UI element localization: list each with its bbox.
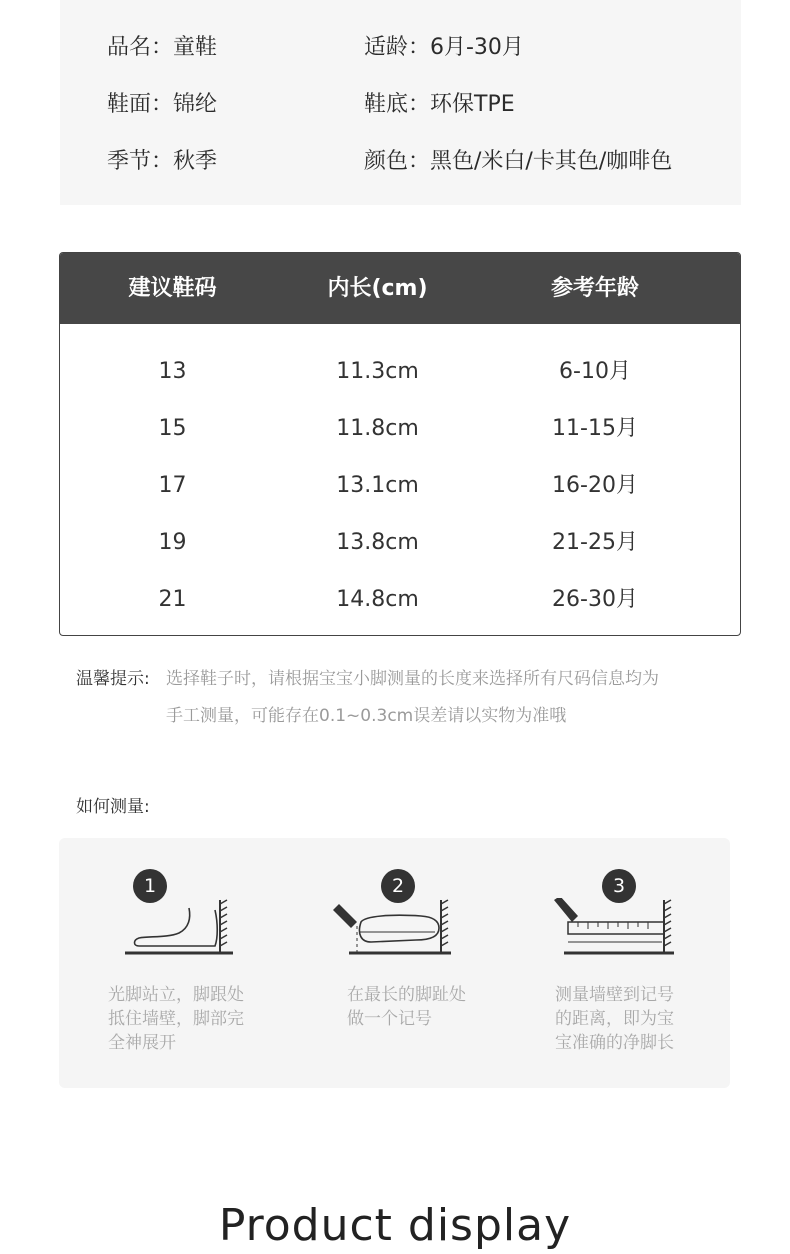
cell-length: 11.8cm xyxy=(336,416,419,441)
cell-length: 14.8cm xyxy=(336,587,419,612)
tip-line-1: 选择鞋子时，请根据宝宝小脚测量的长度来选择所有尺码信息均为 xyxy=(166,669,659,689)
tip-line-2: 手工测量，可能存在0.1~0.3cm误差请以实物为准哦 xyxy=(166,706,567,726)
step-3-text: 测量墙壁到记号 的距离，即为宝 宝准确的净脚长 xyxy=(555,985,674,1053)
measure-ruler-icon xyxy=(552,898,682,958)
table-row xyxy=(60,466,740,506)
size-chart-table xyxy=(59,252,741,636)
table-row xyxy=(60,352,740,392)
attr-upper: 鞋面：锦纶 xyxy=(107,92,218,117)
header-length: 内长(cm) xyxy=(327,276,428,301)
attr-name: 品名：童鞋 xyxy=(107,35,218,60)
header-age: 参考年龄 xyxy=(550,276,639,301)
attr-age: 适龄：6月-30月 xyxy=(364,35,524,60)
measure-steps-panel xyxy=(59,838,730,1088)
foot-against-wall-icon xyxy=(119,898,239,958)
table-row xyxy=(60,580,740,620)
step-1-text: 光脚站立，脚跟处 抵住墙壁，脚部完 全神展开 xyxy=(108,985,244,1053)
step-2-text: 在最长的脚趾处 做一个记号 xyxy=(347,985,466,1029)
cell-size: 19 xyxy=(158,530,187,555)
cell-age: 11-15月 xyxy=(552,416,638,441)
attr-colors: 颜色：黑色/米白/卡其色/咖啡色 xyxy=(364,149,673,174)
cell-age: 26-30月 xyxy=(552,587,638,612)
cell-size: 13 xyxy=(158,359,187,384)
cell-age: 21-25月 xyxy=(552,530,638,555)
cell-size: 21 xyxy=(158,587,187,612)
header-size: 建议鞋码 xyxy=(128,276,217,301)
cell-age: 6-10月 xyxy=(559,359,631,384)
step-2-number: 2 xyxy=(381,869,415,903)
step-3-number: 3 xyxy=(602,869,636,903)
cell-size: 15 xyxy=(158,416,187,441)
cell-length: 13.1cm xyxy=(336,473,419,498)
table-row xyxy=(60,409,740,449)
cell-size: 17 xyxy=(158,473,187,498)
how-to-measure-title: 如何测量: xyxy=(76,797,150,817)
cell-length: 13.8cm xyxy=(336,530,419,555)
tip-label: 温馨提示: xyxy=(76,669,150,689)
cell-length: 11.3cm xyxy=(336,359,419,384)
attr-season: 季节：秋季 xyxy=(107,149,218,174)
attr-sole: 鞋底：环保TPE xyxy=(364,92,515,117)
table-header xyxy=(60,253,740,324)
step-1-number: 1 xyxy=(133,869,167,903)
cell-age: 16-20月 xyxy=(552,473,638,498)
mark-toe-icon xyxy=(331,898,456,958)
table-row xyxy=(60,523,740,563)
product-display-title: Product display xyxy=(218,1200,572,1251)
